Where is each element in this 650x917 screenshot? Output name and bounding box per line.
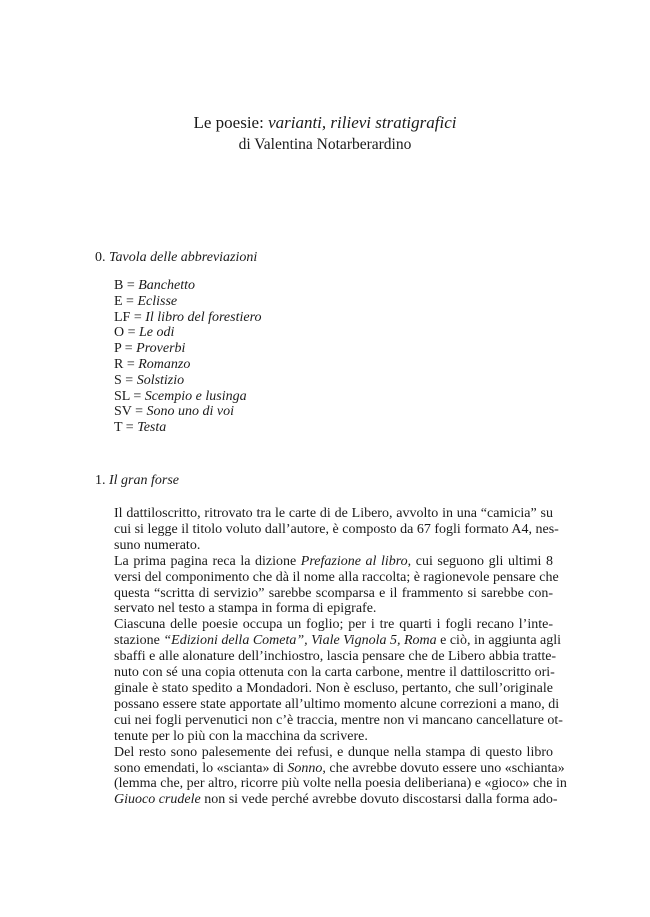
text-line: Il dattiloscritto, ritrovato tra le carte di de Libero, avvolto in una “camicia” su — [114, 506, 553, 521]
text-line — [95, 633, 562, 649]
text-line: cui si legge il titolo voluto dall’autore, è composto da 67 fogli formato A4, nes- — [114, 521, 559, 537]
text-line: tenute per lo più con la macchina da scrivere. — [114, 728, 368, 744]
list-item — [114, 294, 262, 310]
abbr-title: Romanzo — [138, 356, 191, 372]
text-line: versi del componimento che dà il nome alla raccolta; è ragionevole pensare che — [114, 569, 559, 585]
text-line — [95, 760, 565, 777]
list-item — [114, 389, 262, 405]
body-text — [95, 506, 567, 808]
text-run-italic: Prefazione al libro — [300, 553, 408, 569]
text-run: e ciò, in aggiunta agli — [436, 633, 562, 649]
abbr-key: S = — [114, 372, 137, 388]
list-item — [114, 404, 262, 420]
text-line: cui nei fogli pervenutici non c’è traccia, mentre non vi mancano cancellature ot- — [114, 712, 563, 728]
text-line: sbaffi e alle alonature dell’inchiostro, lascia pensare che de Libero abbia tratte- — [114, 649, 557, 665]
abbr-title: Il libro del forestiero — [145, 309, 262, 325]
text-run: stazione — [114, 633, 164, 649]
text-line: ginale è stato spedito a Mondadori. Non è escluso, pertanto, che sull’originale — [114, 680, 553, 696]
abbr-key: B = — [114, 278, 139, 293]
abbr-key: SL = — [114, 388, 145, 404]
paragraph-2 — [95, 553, 559, 618]
title-italic: varianti, rilievi stratigrafici — [268, 113, 457, 132]
text-run-italic: Sonno — [287, 760, 323, 776]
text-line: suno numerato. — [114, 537, 201, 553]
section-title: Il gran forse — [109, 473, 179, 488]
text-line — [95, 554, 553, 570]
abbr-title: Sono uno di voi — [146, 404, 235, 420]
abbreviations-list — [114, 278, 262, 436]
section-title: Tavola delle abbreviazioni — [109, 250, 258, 265]
text-run: , che avrebbe dovuto essere uno «schianta» — [322, 760, 565, 776]
list-item — [114, 325, 262, 341]
abbr-title: Banchetto — [138, 278, 195, 293]
text-run-italic: Giuoco crudele — [114, 792, 201, 808]
list-item — [114, 278, 262, 294]
abbr-title: Eclisse — [137, 293, 178, 309]
abbr-key: E = — [114, 293, 138, 309]
abbr-title: Scempio e lusinga — [144, 388, 247, 404]
text-run: La prima pagina reca la dizione — [114, 553, 301, 569]
abbr-key: LF = — [114, 309, 146, 325]
text-line: nuto con sé una copia ottenuta con la carta carbone, mentre il dattiloscritto ori- — [114, 665, 555, 681]
abbr-title: Le odi — [139, 325, 175, 341]
text-run: sono emendati, lo «scianta» di — [114, 760, 288, 776]
text-run: non si vede perché avrebbe dovuto discostarsi dalla forma ado- — [200, 792, 558, 808]
page-title — [0, 112, 650, 134]
abbr-title: Proverbi — [136, 341, 186, 357]
list-item — [114, 310, 262, 326]
paragraph-3 — [95, 617, 563, 744]
abbr-key: O = — [114, 325, 140, 341]
text-line — [95, 792, 558, 808]
text-run: , cui seguono gli ultimi 8 — [407, 553, 553, 569]
abbr-title: Solstizio — [136, 372, 185, 388]
abbr-key: T = — [114, 420, 138, 436]
section-heading-1 — [95, 472, 179, 490]
section-number: 0. — [95, 250, 109, 265]
list-item — [114, 357, 262, 373]
title-roman: Le poesie: — [193, 113, 269, 132]
abbr-key: P = — [114, 341, 137, 357]
text-run-italic: “Edizioni della Cometa”, Viale Vignola 5, Roma — [163, 633, 437, 649]
text-line: questa “scritta di servizio” sarebbe scomparsa e il frammento si sarebbe con- — [114, 585, 553, 601]
section-heading-0 — [95, 249, 257, 267]
paragraph-4 — [95, 744, 567, 809]
list-item — [114, 341, 262, 357]
abbr-key: R = — [114, 356, 139, 372]
text-line: possano essere state apportate all’ultimo momento alcune correzioni a mano, di — [114, 696, 560, 712]
text-line: Ciascuna delle poesie occupa un foglio; per i tre quarti i fogli recano l’inte- — [114, 617, 553, 633]
text-line: (lemma che, per altro, ricorre più volte nella poesia deliberiana) e «gioco» che in — [114, 776, 567, 792]
author-byline: di Valentina Notarberardino — [238, 136, 412, 153]
section-number: 1. — [95, 473, 109, 488]
abbr-title: Testa — [137, 420, 167, 436]
abbr-key: SV = — [114, 404, 147, 420]
list-item — [114, 420, 262, 436]
text-line: servato nel testo a stampa in forma di epigrafe. — [114, 601, 377, 617]
list-item — [114, 373, 262, 389]
paragraph-1 — [95, 506, 559, 554]
text-line: Del resto sono palesemente dei refusi, e dunque nella stampa di questo libro — [114, 744, 553, 760]
